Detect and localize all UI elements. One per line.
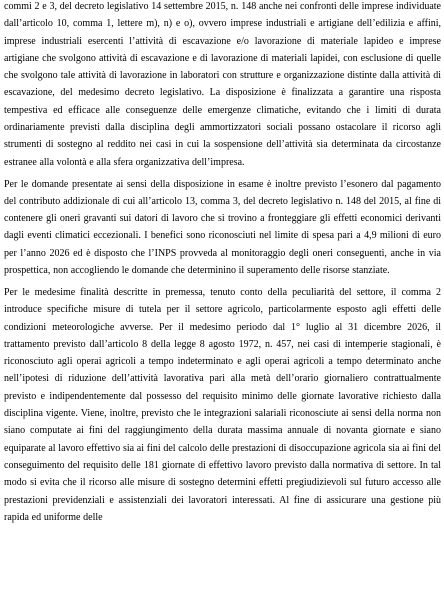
paragraph-1: commi 2 e 3, del decreto legislativo 14 settembre 2015, n. 148 anche nei confronti delle imprese individuate dall’articolo 10, comma 1, lettere m), n) e o), ovvero imprese industriali e artigiane dell’edilizia e affini, imprese industriali esercenti l’attività di escavazione e/o lavorazione di materiale lapideo e imprese artigiane che svolgono attività di escavazione e di lavorazione di materiali lapidei, con esclusione di quelle che svolgono tale attività di lavorazione in laboratori con strutture e organizzazione distinte dalla attività di escavazione, del medesimo decreto legislativo. La disposizione è finalizzata a garantire una risposta tempestiva ed efficace alle conseguenze delle emergenze climatiche, evitando che i limiti di durata ordinariamente previsti dalla disciplina degli ammortizzatori sociali possano ostacolare il ricorso agli strumenti di sostegno al reddito nei casi in cui la sospensione dell’attività sia determinata da circostanze estranee alla volontà e alla sfera organizzativa dell’impresa. (4, 1, 441, 168)
paragraph-2: Per le domande presentate ai sensi della disposizione in esame è inoltre previsto l’esonero dal pagamento del contributo addizionale di cui all’articolo 13, comma 3, del decreto legislativo n. 148 del 2015, al fine di contenere gli oneri gravanti sui datori di lavoro che si trovino a fronteggiare gli effetti economici derivanti dagli eventi climatici eccezionali. I benefici sono riconosciuti nel limite di spesa pari a 4,9 milioni di euro per l’anno 2026 ed è disposto che l’INPS provveda al monitoraggio degli oneri conseguenti, anche in via prospettica, non accogliendo le domande che determinino il superamento delle risorse stanziate. (4, 178, 441, 277)
paragraph-3: Per le medesime finalità descritte in premessa, tenuto conto della peculiarità del settore, il comma 2 introduce specifiche misure di tutela per il settore agricolo, particolarmente esposto agli effetti delle condizioni meteorologiche avverse. Per il medesimo periodo dal 1° luglio al 31 dicembre 2026, il trattamento previsto dall’articolo 8 della legge 8 agosto 1972, n. 457, nei casi di intemperie stagionali, è riconosciuto agli operai agricoli a tempo indeterminato e agli operai agricoli a tempo determinato anche nell’ipotesi di riduzione dell’attività lavorativa pari alla metà dell’orario giornaliero contrattualmente previsto e indipendentemente dal possesso del requisito minimo delle giornate lavorative richiesto dalla disciplina vigente. Viene, inoltre, previsto che le integrazioni salariali riconosciute ai sensi della norma non siano computate ai fini del raggiungimento della durata massima annuale di novanta giornate e siano equiparate al lavoro effettivo sia ai fini del calcolo delle prestazioni di disoccupazione agricola sia ai fini del conseguimento del requisito delle 181 giornate di effettivo lavoro previsto dalla normativa di settore. In tal modo si evita che il ricorso alle misure di sostegno determini effetti pregiudizievoli sul futuro accesso alle prestazioni previdenziali e assistenziali dei lavoratori interessati. Al fine di assicurare una gestione più rapida ed uniforme delle (4, 286, 441, 523)
